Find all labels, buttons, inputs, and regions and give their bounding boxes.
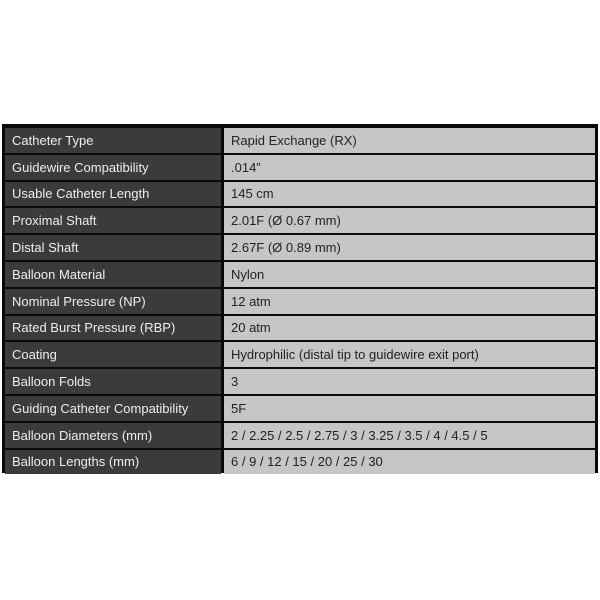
table-row [5,128,595,153]
table-row [5,262,595,287]
row-value: 3 [224,369,595,394]
row-value: 2.01F (Ø 0.67 mm) [224,208,595,233]
row-value: Rapid Exchange (RX) [224,128,595,153]
table-row [5,155,595,180]
row-label: Proximal Shaft [5,208,221,233]
row-value: .014” [224,155,595,180]
table-row [5,450,595,475]
table-row [5,316,595,341]
table-row [5,289,595,314]
table-row [5,208,595,233]
row-label: Guiding Catheter Compatibility [5,396,221,421]
row-label: Balloon Lengths (mm) [5,450,221,475]
row-value: Nylon [224,262,595,287]
row-label: Distal Shaft [5,235,221,260]
row-value: 145 cm [224,182,595,207]
spec-table-frame [2,124,598,473]
table-row [5,235,595,260]
row-value: 2 / 2.25 / 2.5 / 2.75 / 3 / 3.25 / 3.5 / 4 / 4.5 / 5 [224,423,595,448]
table-row [5,342,595,367]
row-label: Nominal Pressure (NP) [5,289,221,314]
row-value: 2.67F (Ø 0.89 mm) [224,235,595,260]
row-label: Balloon Folds [5,369,221,394]
table-row [5,396,595,421]
table-row [5,369,595,394]
row-label: Usable Catheter Length [5,182,221,207]
row-value: 12 atm [224,289,595,314]
row-value: 5F [224,396,595,421]
row-value: 20 atm [224,316,595,341]
row-label: Rated Burst Pressure (RBP) [5,316,221,341]
row-label: Catheter Type [5,128,221,153]
row-value: 6 / 9 / 12 / 15 / 20 / 25 / 30 [224,450,595,475]
row-value: Hydrophilic (distal tip to guidewire exit port) [224,342,595,367]
row-label: Balloon Diameters (mm) [5,423,221,448]
row-label: Coating [5,342,221,367]
row-label: Guidewire Compatibility [5,155,221,180]
spec-table [5,128,595,469]
table-row [5,182,595,207]
table-row [5,423,595,448]
row-label: Balloon Material [5,262,221,287]
